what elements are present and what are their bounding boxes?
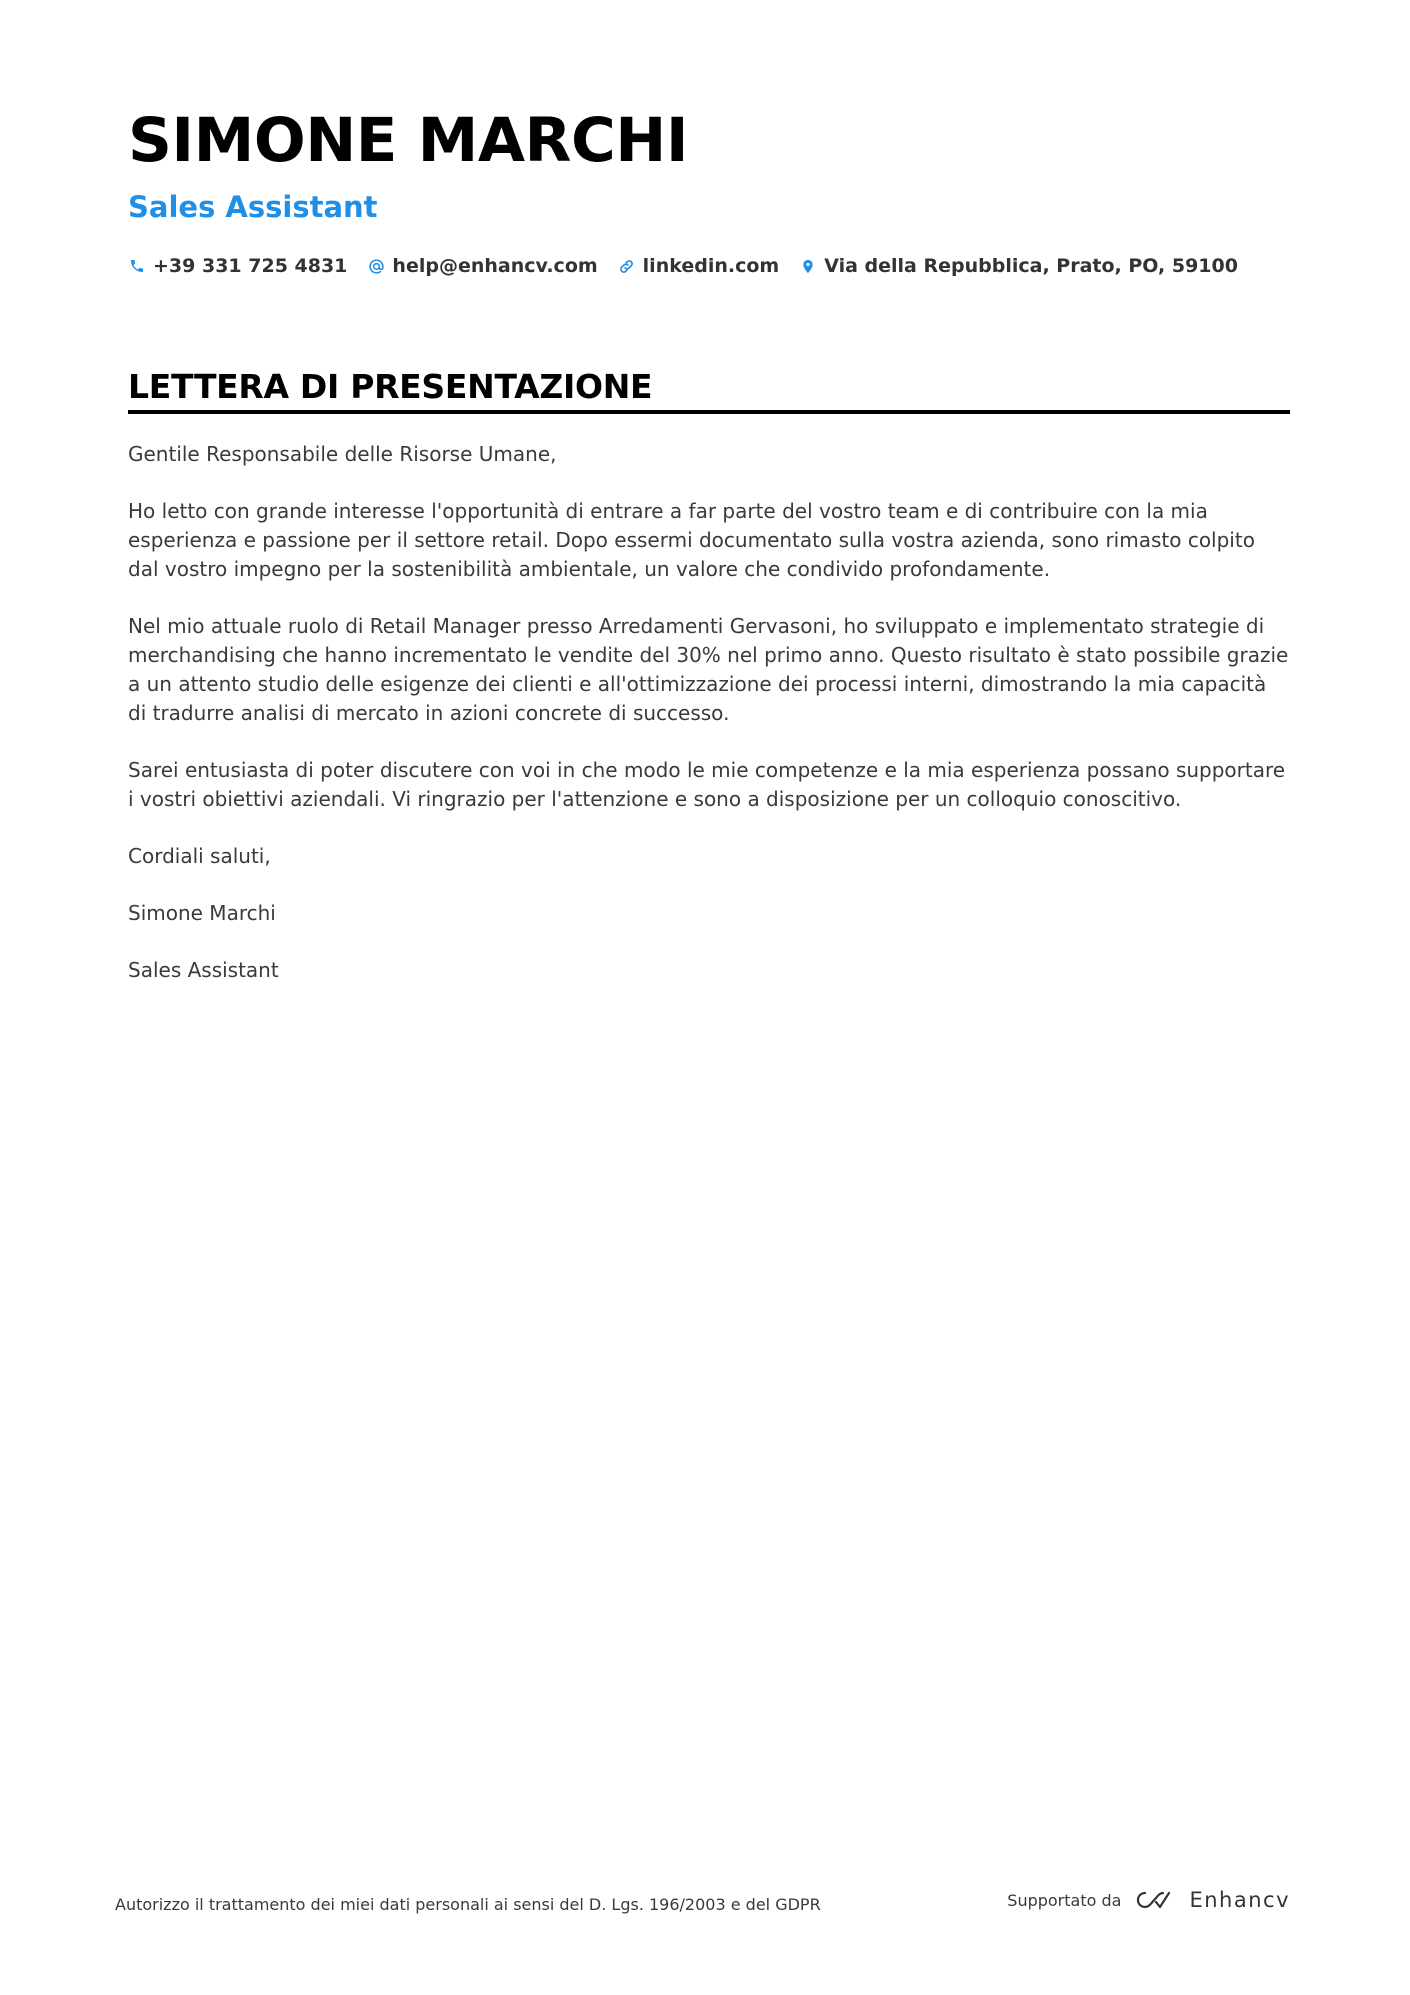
phone-number: +39 331 725 4831 bbox=[153, 255, 348, 277]
signature-title: Sales Assistant bbox=[128, 958, 279, 982]
letter-closing: Cordiali saluti, bbox=[128, 844, 271, 868]
cover-letter-page bbox=[115, 0, 1290, 1995]
address-text: Via della Repubblica, Prato, PO, 59100 bbox=[824, 255, 1238, 277]
letter-paragraph: Nel mio attuale ruolo di Retail Manager presso Arredamenti Gervasoni, ho sviluppato e implementato strategie di merchandising che hanno incrementato le vendite del 30% nel primo anno. Questo risultato è stato possibile grazie a un attento studio delle esigenze dei clienti e all'ottimizzazione dei processi interni, dimostrando la mia capacità di tradurre analisi di mercato in azioni concrete di successo. bbox=[128, 614, 1289, 725]
powered-by[interactable] bbox=[1007, 1888, 1290, 1912]
letter-paragraph: Sarei entusiasta di poter discutere con voi in che modo le mie competenze e la mia esperienza possano supportare i vostri obiettivi aziendali. Vi ringrazio per l'attenzione e sono a disposizione per un colloquio conoscitivo. bbox=[128, 758, 1286, 811]
enhancv-logo[interactable] bbox=[1133, 1888, 1290, 1912]
contact-email[interactable] bbox=[367, 255, 597, 277]
contact-linkedin[interactable] bbox=[618, 255, 780, 277]
powered-by-label: Supportato da bbox=[1007, 1890, 1122, 1910]
signature-name: Simone Marchi bbox=[128, 901, 276, 925]
linkedin-link[interactable]: linkedin.com bbox=[642, 255, 780, 277]
contact-bar bbox=[128, 255, 1238, 277]
applicant-name: SIMONE MARCHI bbox=[128, 105, 689, 176]
location-pin-icon bbox=[799, 257, 817, 275]
section-title: LETTERA DI PRESENTAZIONE bbox=[128, 367, 653, 406]
applicant-job-title: Sales Assistant bbox=[128, 190, 378, 224]
letter-paragraph: Ho letto con grande interesse l'opportunità di entrare a far parte del vostro team e di contribuire con la mia esperienza e passione per il settore retail. Dopo essermi documentato sulla vostra azienda, sono rimasto colpito dal vostro impegno per la sostenibilità ambientale, un valore che condivido profondamente. bbox=[128, 499, 1255, 581]
infinity-logo-icon bbox=[1133, 1888, 1179, 1912]
email-link[interactable]: help@enhancv.com bbox=[392, 255, 598, 277]
brand-name: Enhancv bbox=[1189, 1888, 1290, 1912]
link-icon bbox=[618, 257, 636, 275]
contact-phone bbox=[128, 255, 347, 277]
letter-greeting: Gentile Responsabile delle Risorse Umane, bbox=[128, 442, 557, 466]
letter-body bbox=[128, 440, 1290, 1013]
phone-icon bbox=[128, 257, 146, 275]
privacy-consent-note: Autorizzo il trattamento dei miei dati personali ai sensi del D. Lgs. 196/2003 e del GDPR bbox=[115, 1895, 821, 1914]
contact-address bbox=[799, 255, 1238, 277]
at-icon bbox=[367, 257, 385, 275]
section-divider bbox=[128, 410, 1290, 414]
